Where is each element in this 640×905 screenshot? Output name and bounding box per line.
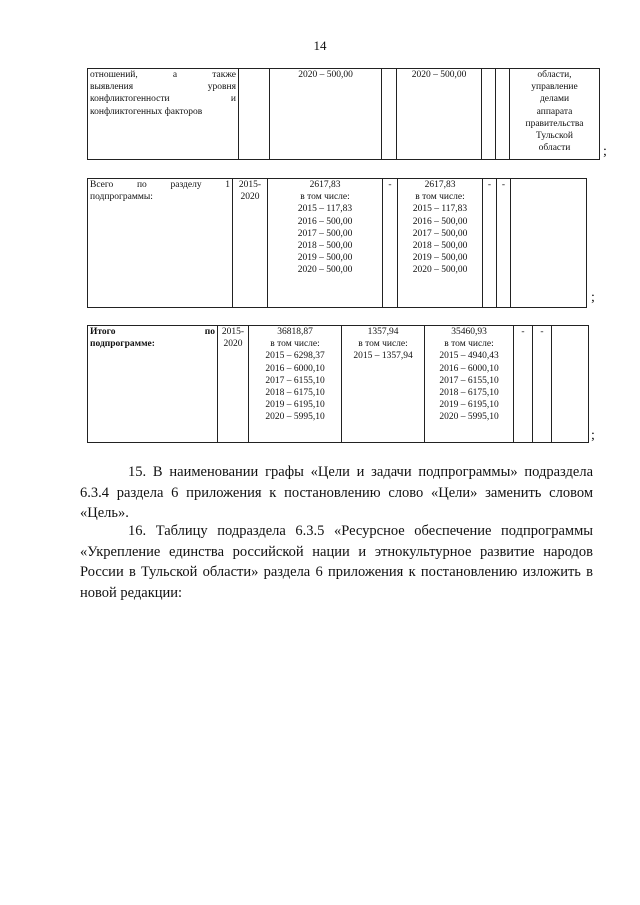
extrabudgetary-cell: - <box>533 326 552 443</box>
text-line: Всего по разделу 1 <box>90 180 230 190</box>
label-cell <box>88 326 218 443</box>
text-line: управление <box>531 82 578 93</box>
executor-cell <box>510 69 600 160</box>
label-cell <box>88 179 233 308</box>
text-line: конфликтогенных факторов <box>90 106 203 117</box>
local-budget-cell: - <box>483 179 497 308</box>
text-line: подпрограммы: <box>90 192 153 203</box>
empty-cell <box>482 69 496 160</box>
text-line: подпрограмме: <box>90 339 155 350</box>
total-cell: 2617,83 в том числе: 2015 – 117,83 2016 – 500,00 2017 – 500,00 2018 – 500,00 2019 – 500,00 2020 – 500,00 <box>268 179 383 308</box>
text-line: отношений, а также <box>90 70 236 80</box>
paragraph-16: 16. Таблицу подраздела 6.3.5 «Ресурсное обеспечение подпрограммы «Укрепление единства российской нации и этнокультурное развитие народов России в Тульской области» раздела 6 приложения к постановлению изложить в новой редакции: <box>80 523 593 601</box>
text-line: Итого по <box>90 327 215 337</box>
text-line: делами <box>539 94 570 105</box>
federal-budget-cell: - <box>383 179 398 308</box>
empty-cell <box>382 69 397 160</box>
regional-budget-cell: 35460,93 в том числе: 2015 – 4940,43 2016 – 6000,10 2017 – 6155,10 2018 – 6175,10 2019 – 6195,10 2020 – 5995,10 <box>425 326 514 443</box>
regional-budget-cell: 2020 – 500,00 <box>397 69 482 160</box>
empty-cell <box>552 326 589 443</box>
text-line: аппарата <box>536 106 573 117</box>
regional-budget-cell: 2617,83 в том числе: 2015 – 117,83 2016 – 500,00 2017 – 500,00 2018 – 500,00 2019 – 500,00 2020 – 500,00 <box>398 179 483 308</box>
years-cell: 2015- 2020 <box>233 179 268 308</box>
text-line: Тульской <box>536 131 573 142</box>
total-cell: 2020 – 500,00 <box>270 69 382 160</box>
terminator-semicolon: ; <box>591 428 595 443</box>
federal-budget-cell: 1357,94 в том числе: 2015 – 1357,94 <box>342 326 425 443</box>
terminator-semicolon: ; <box>603 144 607 159</box>
text-line: правительства <box>525 118 584 129</box>
section-total-table <box>87 178 587 308</box>
empty-cell <box>239 69 270 160</box>
extrabudgetary-cell: - <box>497 179 511 308</box>
table-continuation <box>87 68 600 160</box>
total-cell: 36818,87 в том числе: 2015 – 6298,37 2016 – 6000,10 2017 – 6155,10 2018 – 6175,10 2019 – 6195,10 2020 – 5995,10 <box>249 326 342 443</box>
text-line: конфликтогенности и <box>90 94 236 105</box>
terminator-semicolon: ; <box>591 290 595 305</box>
text-line: области, <box>537 70 572 80</box>
empty-cell <box>496 69 510 160</box>
empty-cell <box>511 179 587 308</box>
years-cell: 2015- 2020 <box>218 326 249 443</box>
subprogram-total-table <box>87 325 589 443</box>
goal-description-cell <box>88 69 239 160</box>
local-budget-cell: - <box>514 326 533 443</box>
text-line: области <box>538 143 571 154</box>
paragraph-15: 15. В наименовании графы «Цели и задачи подпрограммы» подраздела 6.3.4 раздела 6 приложения к постановлению слово «Цели» заменить словом «Цель». <box>80 464 593 521</box>
text-line: выявления уровня <box>90 82 236 93</box>
page-number: 14 <box>313 38 327 53</box>
